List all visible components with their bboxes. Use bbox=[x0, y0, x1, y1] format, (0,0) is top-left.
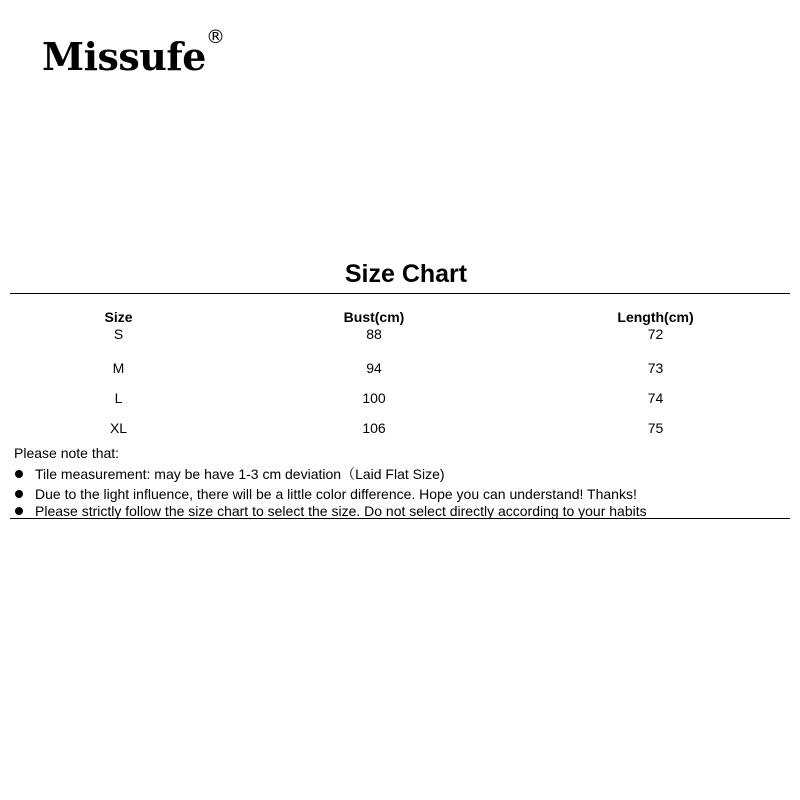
page-title: Size Chart bbox=[344, 260, 468, 288]
table-row bbox=[0, 327, 800, 353]
header-size: Size bbox=[104, 309, 133, 325]
note-item bbox=[14, 487, 794, 504]
cell-length: 75 bbox=[647, 420, 664, 436]
cell-bust: 106 bbox=[362, 420, 386, 436]
notes-section bbox=[14, 446, 794, 521]
cell-length: 72 bbox=[647, 326, 664, 342]
note-text: Due to the light influence, there will be a little color difference. Hope you can understand! Thanks! bbox=[35, 486, 637, 502]
registered-mark: ® bbox=[206, 26, 225, 48]
cell-bust: 94 bbox=[366, 360, 382, 376]
notes-heading: Please note that: bbox=[14, 445, 120, 461]
title-divider bbox=[10, 293, 790, 294]
size-table bbox=[0, 307, 800, 443]
notes-divider bbox=[10, 518, 790, 519]
cell-size: S bbox=[113, 326, 124, 342]
bullet-icon bbox=[15, 490, 23, 498]
bullet-icon bbox=[15, 470, 23, 478]
table-row bbox=[0, 353, 800, 383]
table-row bbox=[0, 413, 800, 443]
table-header-row bbox=[0, 307, 800, 327]
bullet-icon bbox=[15, 507, 23, 515]
note-text: Tile measurement: may be have 1-3 cm deviation（Laid Flat Size) bbox=[35, 466, 445, 482]
brand-logo: Missufe bbox=[42, 34, 206, 79]
cell-bust: 100 bbox=[362, 390, 386, 406]
cell-size: XL bbox=[109, 420, 128, 436]
cell-size: M bbox=[112, 360, 125, 376]
cell-length: 74 bbox=[647, 390, 664, 406]
table-row bbox=[0, 383, 800, 413]
cell-length: 73 bbox=[647, 360, 664, 376]
header-length: Length(cm) bbox=[617, 309, 694, 325]
cell-bust: 88 bbox=[366, 326, 382, 342]
header-bust: Bust(cm) bbox=[343, 309, 405, 325]
cell-size: L bbox=[114, 390, 123, 406]
note-item bbox=[14, 467, 794, 484]
note-text: Please strictly follow the size chart to select the size. Do not select directly according to your habits bbox=[35, 503, 647, 519]
